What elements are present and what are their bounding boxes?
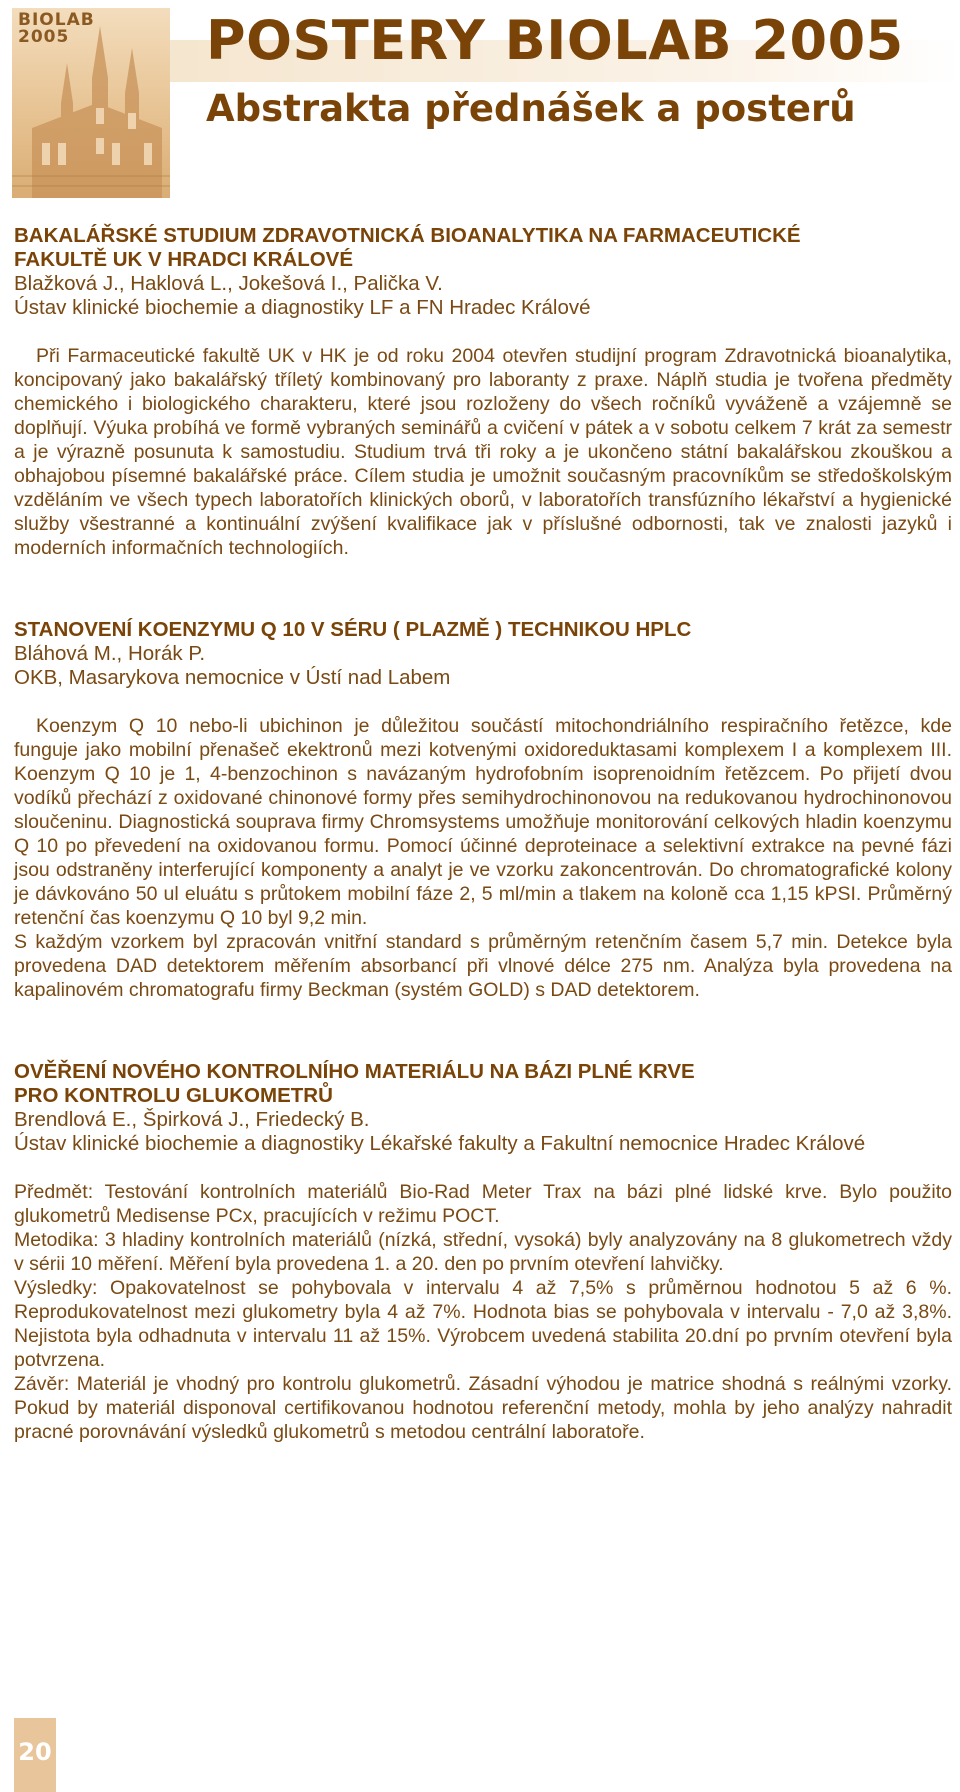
page-number-box [14,1718,56,1792]
abstract-authors: Brendlová E., Špirková J., Friedecký B. [14,1108,370,1131]
abstract-paragraph: S každým vzorkem byl zpracován vnitřní standard s průměrným retenčním časem 5,7 min. Detekce byla provedena DAD detektorem měřením absorbancí při vlnové délce 275 nm. Analýza byla provedena na kapalinovém chromatografu firmy Beckman (systém GOLD) s DAD detektorem. [14,931,952,1001]
abstract-body [14,714,952,1002]
abstract-section [14,618,952,1002]
abstract-title-line: BAKALÁŘSKÉ STUDIUM ZDRAVOTNICKÁ BIOANALYTIKA NA FARMACEUTICKÉ [14,224,801,247]
abstract-body [14,344,952,560]
abstract-institution: Ústav klinické biochemie a diagnostiky LF a FN Hradec Králové [14,296,591,319]
abstract-paragraph: Závěr: Materiál je vhodný pro kontrolu glukometrů. Zásadní výhodou je matrice shodná s reálnými vzorky. Pokud by materiál disponoval certifikovanou hodnotou referenční metody, mohla by jeho analýzy nahradit pracné porovnávání výsledků glukometrů s metodou centrální laboratoře. [14,1373,952,1443]
page-title: POSTERY BIOLAB 2005 [206,9,904,72]
abstract-title-line: STANOVENÍ KOENZYMU Q 10 V SÉRU ( PLAZMĚ ) TECHNIKOU HPLC [14,618,692,641]
page-header [0,0,960,200]
abstract-authors: Blažková J., Haklová L., Jokešová I., Palička V. [14,272,443,295]
abstract-section [14,1060,952,1444]
abstract-authors: Bláhová M., Horák P. [14,642,206,665]
abstract-title-line: OVĚŘENÍ NOVÉHO KONTROLNÍHO MATERIÁLU NA BÁZI PLNÉ KRVE [14,1060,695,1083]
abstract-paragraph: Při Farmaceutické fakultě UK v HK je od roku 2004 otevřen studijní program Zdravotnická bioanalytika, koncipovaný jako bakalářský tříletý kombinovaný pro laboranty z praxe. Náplň studia je tvořena předměty chemického i biologického charakteru, které jsou rozloženy do všech ročníků vyváženě a vzájemně se doplňují. Výuka probíhá ve formě vybraných seminářů a cvičení v pátek a v sobotu celkem 7 krát za semestr a je výrazně posunuta k samostudiu. Studium trvá tři roky a je ukončeno státní bakalářskou zkouškou a obhajobou písemné bakalářské práce. Cílem studia je umožnit současným pracovníkům se středoškolským vzděláním ve všech typech laboratořích klinických oborů, v laboratořích transfúzního lékařství a hygienické služby všestranné a kontinuální zvýšení kvalifikace jak v příslušné odbornosti, tak ve znalosti jazyků i moderních informačních technologiích. [14,345,952,559]
page-number: 20 [18,1738,52,1766]
abstract-title-line: FAKULTĚ UK V HRADCI KRÁLOVÉ [14,248,354,271]
abstract-paragraph: Koenzym Q 10 nebo-li ubichinon je důležitou součástí mitochondriálního respiračního řetězce, kde funguje jako mobilní přenašeč ekektronů mezi kotvenými oxidoreduktasami komplexem I a komplexem III. Koenzym Q 10 je 1, 4-benzochinon s navázaným hydrofobním isoprenoidním řetězcem. Po přijetí dvou vodíků přechází z oxidované chinonové formy přes semihydrochinonovou na redukovanou hydrochinonovou sloučeninu. Diagnostická souprava firmy Chromsystems umožňuje monitorování celkových hladin koenzymu Q 10 po převedení na oxidovanou formu. Pomocí účinné deproteinace a selektivní extrakce na pevné fázi jsou odstraněny interferující komponenty a analyt je ve vzorku zakoncentrován. Do chromatografické kolony je dávkováno 50 ul eluátu s průtokem mobilní fáze 2, 5 ml/min a tlakem na koloně cca 1,15 kPSI. Průměrný retenční čas koenzymu Q 10 byl 9,2 min. [14,715,952,929]
logo-text: BIOLAB 2005 [18,10,95,47]
page-subtitle: Abstrakta přednášek a posterů [206,87,856,130]
abstract-paragraph: Předmět: Testování kontrolních materiálů Bio-Rad Meter Trax na bázi plné lidské krve. Bylo použito glukometrů Medisense PCx, pracujících v režimu POCT. [14,1181,952,1227]
biolab-logo [12,8,170,198]
abstract-body [14,1180,952,1444]
abstract-title-line: PRO KONTROLU GLUKOMETRŮ [14,1084,333,1107]
abstracts-content [14,224,952,1502]
abstract-institution: Ústav klinické biochemie a diagnostiky Lékařské fakulty a Fakultní nemocnice Hradec Králové [14,1132,866,1155]
abstract-section [14,224,952,560]
abstract-paragraph: Metodika: 3 hladiny kontrolních materiálů (nízká, střední, vysoká) byly analyzovány na 8 glukometrech vždy v sérii 10 měření. Měření byla provedena 1. a 20. den po prvním otevření lahvičky. [14,1229,952,1275]
abstract-paragraph: Výsledky: Opakovatelnost se pohybovala v intervalu 4 až 7,5% s průměrnou hodnotou 5 až 6 %. Reprodukovatelnost mezi glukometry byla 4 až 7%. Hodnota bias se pohybovala v intervalu - 7,0 až 3,8%. Nejistota byla odhadnuta v intervalu 11 až 15%. Výrobcem uvedená stabilita 20.dní po prvním otevření byla potvrzena. [14,1277,952,1371]
abstract-institution: OKB, Masarykova nemocnice v Ústí nad Labem [14,666,451,689]
